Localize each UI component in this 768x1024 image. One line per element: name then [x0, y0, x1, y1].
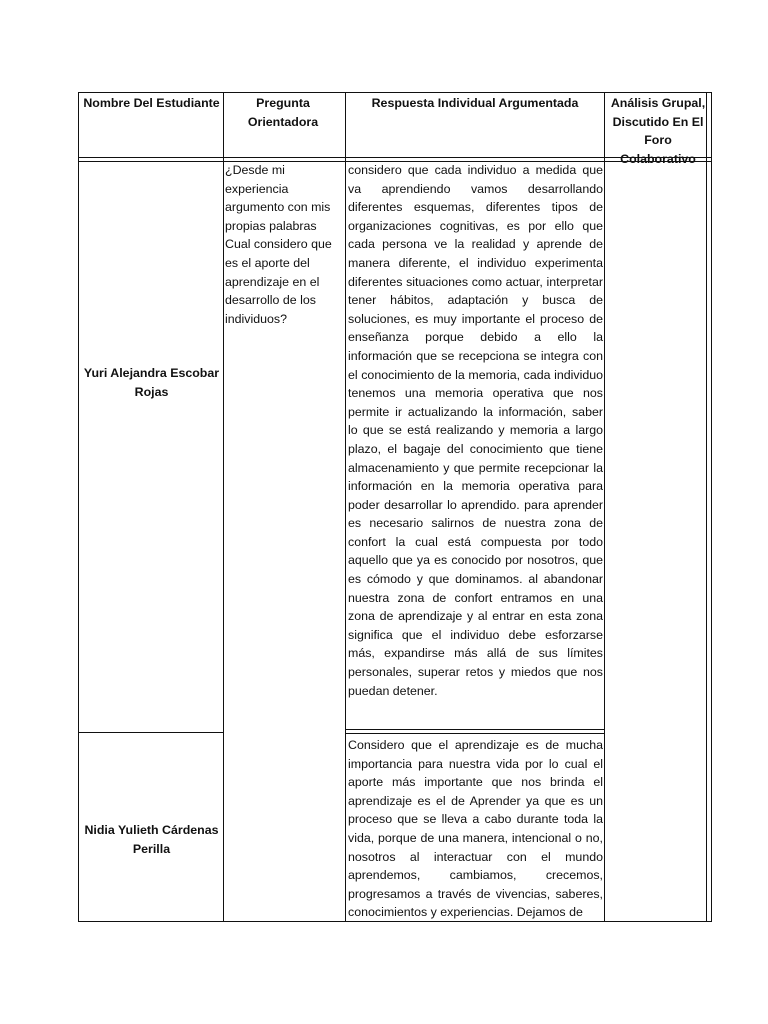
- column-divider-1: [223, 92, 224, 922]
- row1-student-name: Yuri Alejandra Escobar Rojas: [83, 366, 220, 399]
- row1-guiding-question: ¿Desde mi experiencia argumento con mis propias palabras Cual considero que es el aporte del aprendizaje en el desarrollo de los individuos?: [225, 163, 332, 326]
- row-divider-student: [78, 732, 223, 733]
- table-border-right: [706, 92, 712, 922]
- column-divider-2: [345, 92, 346, 922]
- table-border-top: [78, 92, 712, 93]
- row1-individual-response: considero que cada individuo a medida que va aprendiendo vamos desarrollando diferentes esquemas, diferentes tipos de organizaciones cognitivas, es por ello que cada persona ve la realidad y aprende de manera diferente, el individuo experimenta diferentes situaciones como actuar, interpretar tener hábitos, adaptación y busca de soluciones, es muy importante el proceso de enseñanza porque debido a ello la información que se recepciona se integra con el conocimiento de la memoria, cada individuo tenemos una memoria operativa que nos permite ir actualizando la información, saber lo que se está realizando y memoria a largo plazo, el bagaje del conocimiento que tiene almacenamiento y que permite recepcionar la información en la memoria operativa para poder desarrollar lo aprendido. para aprender es necesario salirnos de nuestra zona de confort la cual está compuesta por todo aquello que ya es conocido por nosotros, que es cómodo y que dominamos. al abandonar nuestra zona de confort entramos en una zona de aprendizaje y al entrar en esta zona significa que el individuo debe esforzarse más, expandirse más allá de sus límites personales, superar retos y miedos que nos puedan detener.: [348, 163, 603, 698]
- row-divider-response: [345, 729, 604, 734]
- table-border-bottom: [78, 921, 712, 922]
- header-question: Pregunta Orientadora: [247, 96, 319, 129]
- header-student: Nombre Del Estudiante: [83, 96, 220, 110]
- row2-individual-response: Considero que el aprendizaje es de mucha importancia para nuestra vida por lo cual el aporte más importante que nos brinda el aprendizaje es el de Aprender ya que es un proceso que se lleva a cabo durante toda la vida, porque de una manera, intencional o no, nosotros al interactuar con el mundo aprendemos, cambiamos, crecemos, progresamos a través de vivencias, saberes, conocimientos y experiencias. Dejamos de: [348, 738, 603, 920]
- student-table: [78, 92, 712, 922]
- column-divider-3: [604, 92, 605, 922]
- table-border-left: [78, 92, 79, 922]
- row2-student-name: Nidia Yulieth Cárdenas Perilla: [84, 823, 219, 856]
- header-response: Respuesta Individual Argumentada: [371, 96, 579, 110]
- header-analysis: Análisis Grupal, Discutido En El Foro Colaborativo: [610, 96, 706, 166]
